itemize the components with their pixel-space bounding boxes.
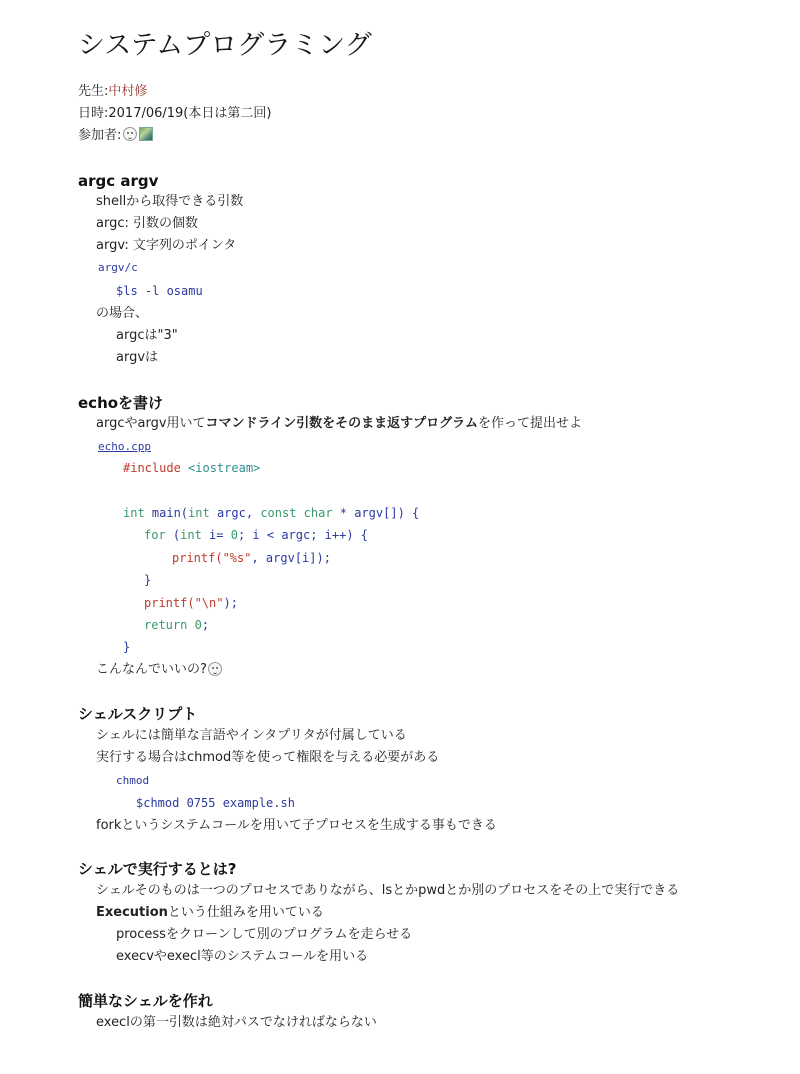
code-token: 0: [187, 618, 202, 632]
argc-line-3: argv: 文字列のポインタ: [96, 238, 237, 253]
code-include-keyword: #include: [123, 461, 181, 475]
exec-line-1: シェルそのものは一つのプロセスでありながら、lsとかpwdとか別のプロセスをその上で実行できる: [96, 883, 680, 898]
datetime-line: 日時:2017/06/19(本日は第二回): [78, 106, 272, 121]
exec-line-2-bold: Execution: [96, 905, 168, 920]
code-token: char: [296, 506, 333, 520]
code-token: "%s": [222, 551, 252, 565]
code-token: printf(: [144, 596, 195, 610]
code-token: int: [123, 506, 145, 520]
argc-line-1: shellから取得できる引数: [96, 194, 244, 209]
echo-after-text: こんなんでいいの?: [96, 662, 207, 677]
argc-line-5: argcは"3": [116, 328, 178, 343]
code-token: 0: [230, 528, 238, 542]
echo-desc-bold: コマンドライン引数をそのまま返すプログラム: [205, 416, 478, 431]
code-line-printf-1: [172, 548, 331, 568]
exec-line-3: processをクローンして別のプログラムを走らせる: [116, 927, 413, 942]
section-heading-echo: echoを書け: [78, 394, 164, 412]
code-token: , argv[i]);: [251, 551, 331, 565]
echo-desc-pre: argcやargv用いて: [96, 416, 206, 431]
code-token: (: [165, 528, 181, 542]
shellscript-line-1: シェルには簡単な言語やインタプリタが付属している: [96, 728, 407, 743]
shellscript-line-3: forkというシステムコールを用いて子プロセスを生成する事もできる: [96, 818, 497, 833]
code-line-ls: $ls -l osamu: [116, 284, 203, 298]
code-line-for: [144, 525, 368, 545]
exec-line-2: [96, 903, 324, 923]
code-token: for: [144, 528, 166, 542]
code-token: main(: [144, 506, 189, 520]
code-line-include: [123, 458, 260, 478]
make-shell-line-1: execlの第一引数は絶対パスでなければならない: [96, 1015, 377, 1030]
code-line-chmod: $chmod 0755 example.sh: [136, 796, 295, 810]
code-token: int: [180, 528, 202, 542]
echo-description: [96, 414, 582, 434]
code-token: ; i < argc; i++) {: [237, 528, 369, 542]
code-include-lib: <iostream>: [188, 461, 261, 475]
code-block-label-chmod: chmod: [116, 774, 150, 787]
code-block-label-argv: argv/c: [98, 261, 138, 274]
participant-avatar-icon[interactable]: [123, 127, 137, 141]
code-token: i=: [201, 528, 231, 542]
echo-desc-post: を作って提出せよ: [478, 416, 583, 431]
code-token: return: [144, 618, 188, 632]
code-token: printf(: [172, 551, 223, 565]
code-token: argc,: [209, 506, 261, 520]
emoji-icon: [208, 662, 222, 676]
argc-line-2: argc: 引数の個数: [96, 216, 198, 231]
section-heading-shellscript: シェルスクリプト: [78, 705, 198, 723]
participants-line: [78, 126, 153, 146]
participant-avatar-image-icon[interactable]: [139, 127, 153, 141]
page-title: システムプログラミング: [78, 30, 372, 61]
section-heading-argc-argv: argc argv: [78, 172, 159, 190]
teacher-name-link[interactable]: 中村修: [108, 84, 148, 99]
code-line-return: [144, 615, 209, 635]
echo-after-line: [96, 660, 222, 680]
section-heading-exec: シェルで実行するとは?: [78, 860, 237, 878]
code-token: * argv[]) {: [332, 506, 420, 520]
code-token: );: [223, 596, 238, 610]
exec-line-4: execvやexecl等のシステムコールを用いる: [116, 949, 369, 964]
argc-line-4: の場合、: [96, 306, 149, 321]
code-file-link-echo[interactable]: echo.cpp: [98, 440, 151, 453]
exec-line-2-rest: という仕組みを用いている: [167, 905, 324, 920]
teacher-line: [78, 82, 147, 102]
shellscript-line-2: 実行する場合はchmod等を使って権限を与える必要がある: [96, 750, 440, 765]
code-token: ;: [201, 618, 210, 632]
code-token: int: [188, 506, 210, 520]
code-line-close-1: }: [144, 573, 152, 587]
code-line-printf-2: [144, 593, 238, 613]
code-line-main: [123, 503, 419, 523]
teacher-label: 先生:: [78, 84, 109, 99]
argc-line-6: argvは: [116, 350, 159, 365]
section-heading-make-shell: 簡単なシェルを作れ: [78, 992, 213, 1010]
participants-label: 参加者:: [78, 128, 122, 143]
code-line-close-2: }: [123, 640, 131, 654]
code-token: "\n": [194, 596, 224, 610]
code-token: const: [260, 506, 297, 520]
